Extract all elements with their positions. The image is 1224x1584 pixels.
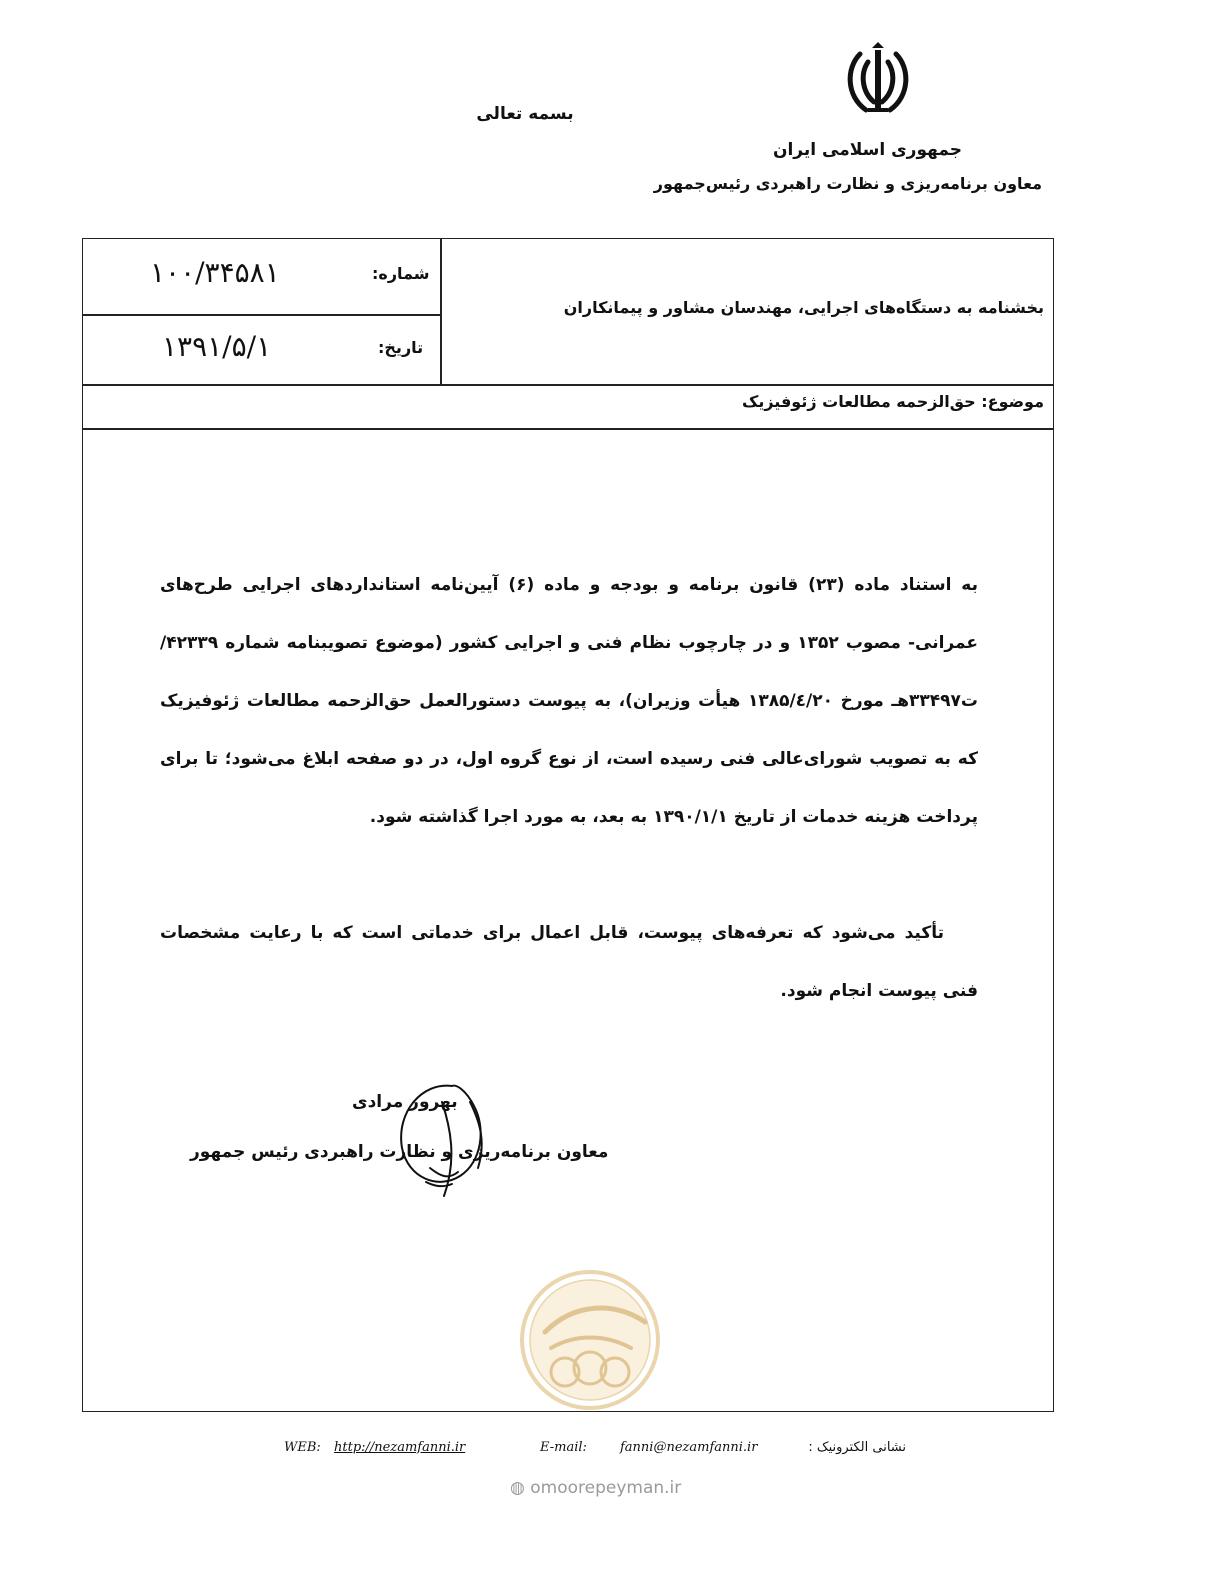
p1-bold-title: حق‌الزحمه مطالعات ژئوفیزیک <box>160 691 412 711</box>
handwritten-signature <box>382 1072 522 1202</box>
bismillah-heading: بسمه تعالی <box>476 104 574 124</box>
p1-text-start: به استناد ماده (۲۳) قانون برنامه و بودجه و ماده (۶) آیین‌نامه استانداردهای اجرایی طرح‌های عمرانی- مصوب ۱۳۵۲ و در چارچوب نظام فنی و اجرایی کشور (موضوع تصویبنامه شماره ۴۲۳۳۹/ت۳۳۴۹۷هـ مورخ ۱۳۸۵/٤/۲۰ هیأت وزیران)، به پیوست دستورالعمل <box>160 575 979 711</box>
footer-web-link[interactable]: http://nezamfanni.ir <box>334 1440 466 1455</box>
body-paragraph-2: تأکید می‌شود که تعرفه‌های پیوست، قابل اعمال برای خدماتی است که با رعایت مشخصات فنی پیوست انجام شود. <box>160 923 978 1001</box>
subject-bottom-divider <box>82 428 1054 430</box>
number-label: شماره: <box>372 264 430 283</box>
subject-line: موضوع: حق‌الزحمه مطالعات ژئوفیزیک <box>741 392 1044 411</box>
organization-name: معاون برنامه‌ریزی و نظارت راهبردی رئیس‌جمهور <box>653 174 1042 193</box>
site-watermark <box>510 1478 681 1498</box>
p1-text-end: که به تصویب شورای‌عالی فنی رسیده است، از نوع گروه اول، در دو صفحه ابلاغ می‌شود؛ تا برای پرداخت هزینه خدمات از تاریخ ۱۳۹۰/۱/۱ به بعد، به مورد اجرا گذاشته شود. <box>160 749 978 827</box>
date-value: ۱۳۹۱/۵/۱ <box>162 330 272 363</box>
signatory-name: بهروز مرادی <box>352 1092 458 1112</box>
organization-stamp <box>505 1262 675 1412</box>
body-paragraph-1 <box>160 556 978 846</box>
footer-email-link[interactable]: fanni@nezamfanni.ir <box>620 1440 758 1455</box>
country-name: جمهوری اسلامی ایران <box>772 140 962 160</box>
iran-emblem-icon <box>838 40 918 120</box>
globe-icon: ◍ <box>510 1478 525 1498</box>
number-value: ۱۰۰/۳۴۵۸۱ <box>150 256 280 289</box>
footer-address-label: نشانی الکترونیک : <box>808 1440 906 1455</box>
recipients-line: بخشنامه به دستگاه‌های اجرایی، مهندسان مشاور و پیمانکاران <box>563 298 1044 317</box>
watermark-text: omoorepeyman.ir <box>530 1478 682 1498</box>
meta-row-divider <box>82 314 440 316</box>
signatory-title: معاون برنامه‌ریزی و نظارت راهبردی رئیس جمهور <box>190 1142 609 1162</box>
date-label: تاریخ: <box>378 338 424 357</box>
meta-bottom-divider <box>82 384 1054 386</box>
footer-email-label: E-mail: <box>540 1440 587 1455</box>
footer-web-label: WEB: <box>284 1440 321 1455</box>
meta-divider <box>440 238 442 386</box>
